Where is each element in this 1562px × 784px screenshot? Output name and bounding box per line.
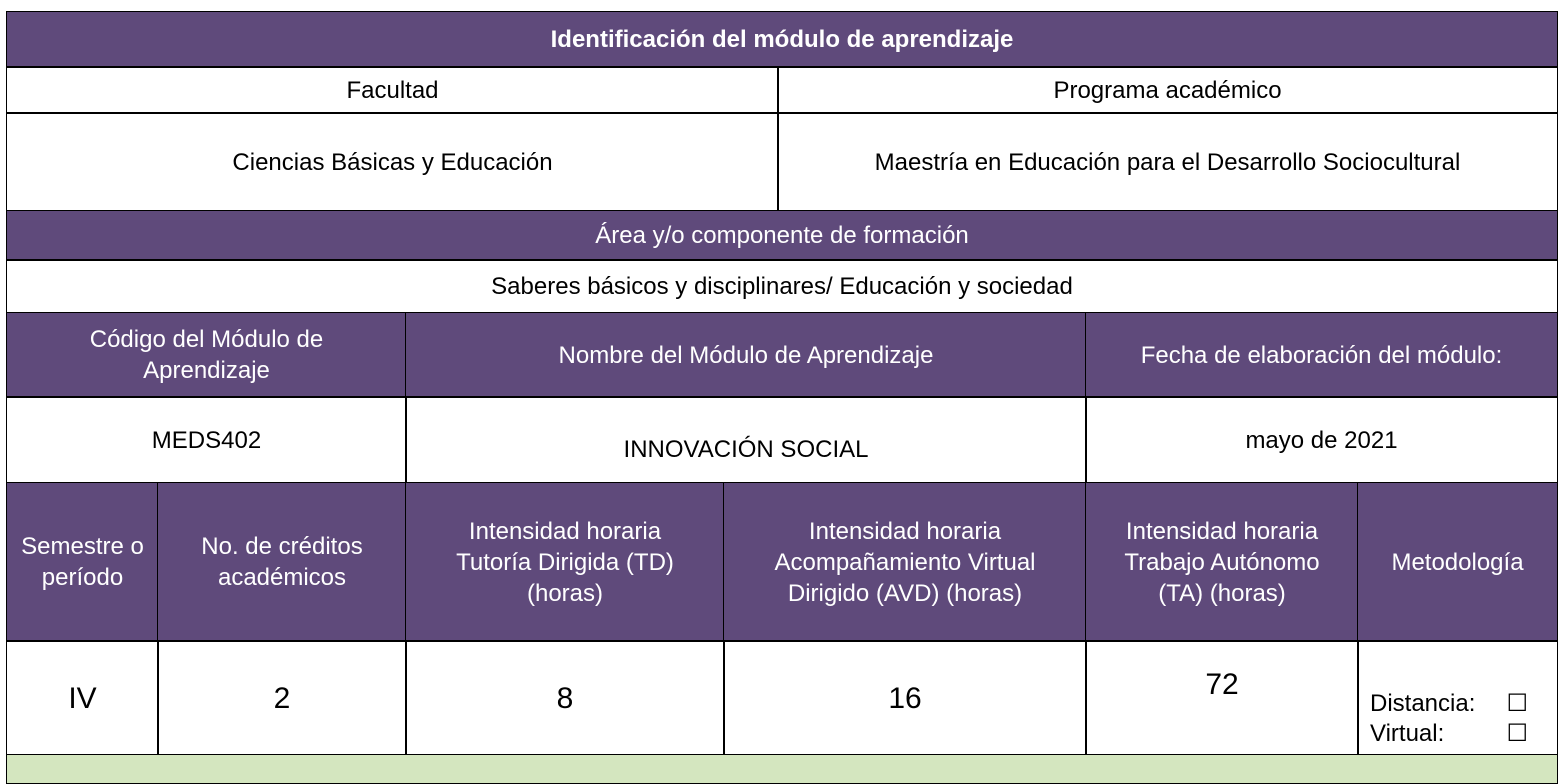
creditos-label: No. de créditos académicos — [201, 533, 363, 591]
creditos-value-cell — [157, 640, 407, 756]
fecha-header — [1085, 312, 1558, 398]
facultad-label: Facultad — [346, 76, 439, 104]
nombre-value-cell — [405, 396, 1087, 484]
virtual-checkbox[interactable]: ☐ — [1506, 720, 1528, 747]
codigo-label: Código del Módulo de Aprendizaje — [89, 326, 324, 384]
distancia-checkbox[interactable]: ☐ — [1506, 690, 1528, 717]
facultad-label-cell — [6, 66, 779, 114]
option-distancia — [1370, 689, 1528, 719]
area-header — [6, 210, 1558, 261]
avd-header — [723, 482, 1087, 642]
metodologia-options-cell — [1357, 640, 1558, 756]
creditos-value: 2 — [273, 681, 291, 715]
codigo-header — [6, 312, 407, 398]
td-label: Intensidad horaria Tutoría Dirigida (TD) (horas) — [456, 517, 674, 607]
programa-value: Maestría en Educación para el Desarrollo Sociocultural — [874, 148, 1461, 176]
creditos-header — [157, 482, 407, 642]
nombre-label: Nombre del Módulo de Aprendizaje — [558, 341, 934, 369]
td-value: 8 — [556, 681, 574, 715]
avd-value: 16 — [888, 681, 922, 715]
ta-header — [1085, 482, 1359, 642]
metodologia-header — [1357, 482, 1558, 642]
facultad-value: Ciencias Básicas y Educación — [232, 148, 553, 176]
programa-label: Programa académico — [1053, 76, 1282, 104]
semestre-value: IV — [68, 681, 97, 715]
semestre-header — [6, 482, 159, 642]
area-label: Área y/o componente de formación — [595, 222, 969, 249]
next-section-strip — [6, 754, 1558, 784]
metodologia-label: Metodología — [1391, 548, 1524, 576]
module-identification-title — [6, 11, 1558, 68]
programa-value-cell — [777, 112, 1558, 212]
ta-value: 72 — [1205, 668, 1239, 701]
codigo-value: MEDS402 — [151, 426, 262, 454]
avd-value-cell — [723, 640, 1087, 756]
nombre-header — [405, 312, 1087, 398]
fecha-value-cell — [1085, 396, 1558, 484]
option-virtual — [1370, 719, 1528, 749]
ta-label: Intensidad horaria Trabajo Autónomo (TA) (horas) — [1124, 517, 1320, 607]
ta-value-cell — [1085, 640, 1359, 756]
virtual-label: Virtual: — [1370, 720, 1445, 747]
fecha-label: Fecha de elaboración del módulo: — [1140, 341, 1503, 369]
facultad-value-cell — [6, 112, 779, 212]
semestre-value-cell — [6, 640, 159, 756]
fecha-value: mayo de 2021 — [1245, 426, 1398, 454]
programa-label-cell — [777, 66, 1558, 114]
distancia-label: Distancia: — [1370, 690, 1476, 717]
td-value-cell — [405, 640, 725, 756]
title-text: Identificación del módulo de aprendizaje — [550, 26, 1014, 53]
nombre-value: INNOVACIÓN SOCIAL — [623, 436, 869, 463]
semestre-label: Semestre o período — [21, 533, 144, 591]
area-value: Saberes básicos y disciplinares/ Educación y sociedad — [491, 273, 1073, 300]
codigo-value-cell — [6, 396, 407, 484]
area-value-cell — [6, 259, 1558, 314]
td-header — [405, 482, 725, 642]
avd-label: Intensidad horaria Acompañamiento Virtual Dirigido (AVD) (horas) — [774, 517, 1036, 607]
